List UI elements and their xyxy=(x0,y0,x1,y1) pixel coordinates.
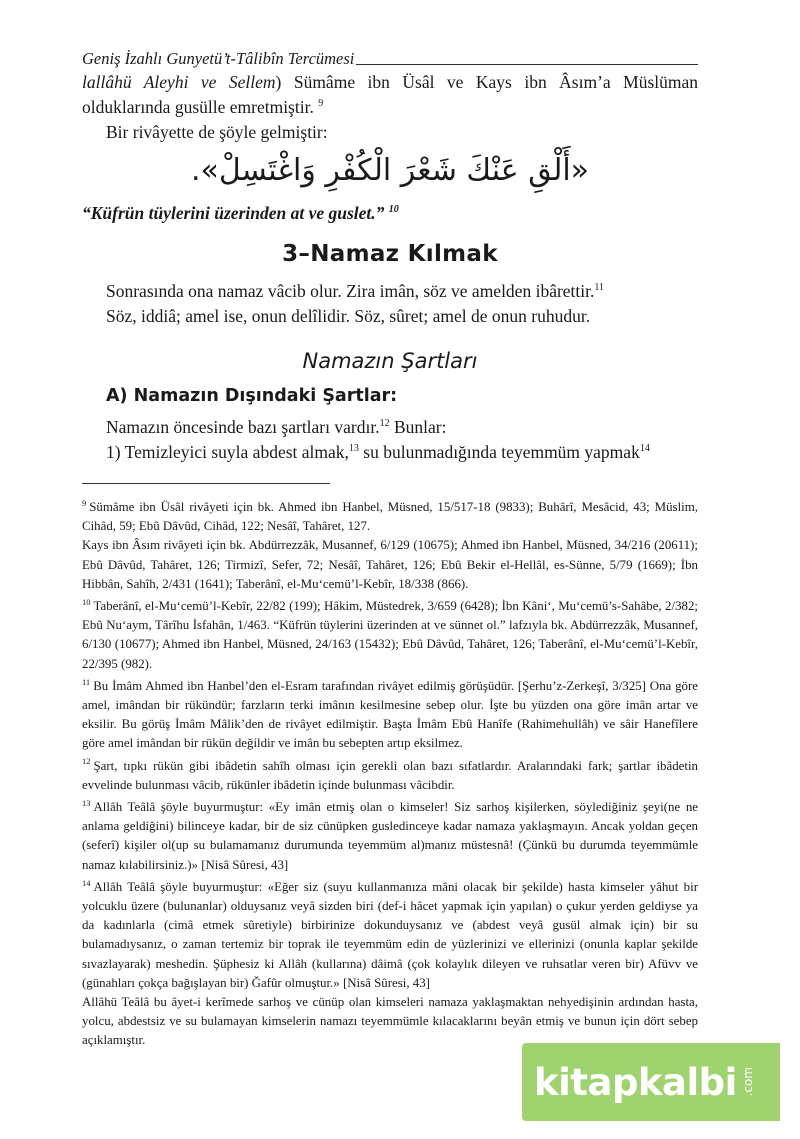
page xyxy=(82,48,698,1054)
footnote-ref-10[interactable]: 10 xyxy=(388,204,399,216)
section-heading: 3–Namaz Kılmak xyxy=(282,241,498,267)
footnote-number: 12 xyxy=(82,756,91,767)
header-rule xyxy=(356,64,698,65)
footnote-9 xyxy=(82,498,698,594)
footnote-10 xyxy=(82,597,698,674)
footnote-number: 10 xyxy=(82,596,91,607)
footnote-number: 13 xyxy=(82,797,91,808)
paragraph-3 xyxy=(82,279,698,329)
footnote-ref-13[interactable]: 13 xyxy=(348,443,359,455)
paragraph-3-a: Sonrasında ona namaz vâcib olur. Zira imân, söz ve amelden ibârettir. xyxy=(106,281,595,301)
footnotes xyxy=(82,498,698,1051)
footnote-ref-14[interactable]: 14 xyxy=(639,443,650,455)
watermark-suffix: .com xyxy=(740,1067,755,1097)
footnote-ref-9[interactable]: 9 xyxy=(318,98,324,110)
paragraph-5-b: su bulunmadığında teyemmüm yapmak xyxy=(358,442,640,462)
paragraph-4 xyxy=(82,415,698,465)
arabic-hadith: «أَلْقِ عَنْكَ شَعْرَ الْكُفْرِ وَاغْتَسِلْ». xyxy=(190,153,590,188)
footnote-text: Taberânî, el-Mu‘cemü’l-Kebîr, 22/82 (199); Hâkim, Müstedrek, 3/659 (6428); İbn Kâni‘, Mu‘cemü’s-Sahâbe, 2/382; Ebû Nu‘aym, Târîhu İsfahân, 1/463. “Küfrün tüylerini üzerinden at ve sünnet ol.” lafzıyla bk. Abdürrezzâk, Musannef, 6/130 (10677); Ahmed ibn Hanbel, Müsned, 24/163 (15432); Ebû Dâvûd, Tahâret, 126; Taberânî, el-Mu‘cemü’l-Kebîr, 22/395 (982). xyxy=(82,599,698,671)
hadith-translation-text: “Küfrün tüylerini üzerinden at ve guslet.” xyxy=(82,203,385,223)
watermark-text: kitapkalbi xyxy=(534,1060,737,1104)
sub-subsection-heading: A) Namazın Dışındaki Şartlar: xyxy=(106,386,398,406)
paragraph-3-b: Söz, iddiâ; amel ise, onun delîlidir. Söz, sûret; amel de onun ruhudur. xyxy=(106,306,591,326)
footnote-text: Sümâme ibn Üsâl rivâyeti için bk. Ahmed ibn Hanbel, Müsned, 15/517-18 (9833); Buhârî, Mesâcid, 43; Müslim, Cihâd, 59; Ebû Dâvûd, Cihâd, 122; Nesâî, Tahâret, 127. xyxy=(82,500,698,534)
subsection-heading: Namazın Şartları xyxy=(302,349,478,373)
footnote-ref-12[interactable]: 12 xyxy=(379,418,390,430)
header-title: Geniş İzahlı Gunyetü’t-Tâlibîn Tercümesi xyxy=(82,49,355,68)
footnote-14 xyxy=(82,878,698,1051)
paragraph-2: Bir rivâyette de şöyle gelmiştir: xyxy=(106,122,328,142)
footnote-13 xyxy=(82,798,698,875)
footnote-text: Bu İmâm Ahmed ibn Hanbel’den el-Esram tarafından rivâyet edilmiş görüşüdür. [Şerhu’z-Zerkeşî, 3/325] Ona göre amel, imândan bir rükündür; farzların terki imânın kesilmesine sebep olur. İşte bu yüzden ona göre imân artar ve eksilir. Bu görüş İmâm Mâlik’den de rivâyet edilmiştir. Başta İmâm Ebû Hanîfe (Rahimehullâh) ve sâir Hanefîlere göre amel imândan bir rükün değildir ve imân bu sebepten artıp eksilmez. xyxy=(82,678,698,751)
footnote-text: Allâh Teâlâ şöyle buyurmuştur: «Eğer siz (suyu kullanmanıza mâni olacak bir şekilde) hasta kimseler yâhut bir yolcuklu üzere (bulunanlar) olduysanız veyâ sizden biri (def-i hâcet yapmak için yapılan) o çukur yerden geldiyse ya da kadınlarla (cimâ etmek sûretiyle) birbirinize dokunduysanız ve (abdest veyâ gusül almak için) bir su bulamadıysanız, o zaman tertemiz bir toprak ile teyemmüm edin de yüzlerinizi ve ellerinizi (onunla kaplar şekilde sıvazlayarak) meshedin. Şüphesiz ki Allâh (kullarına) dâimâ (çok kolaylık dileyen ve ruhsatlar veren bir) Afüvv ve (günahları çokça bağışlayan bir) Ğafûr olmuştur.» [Nisâ Sûresi, 43] xyxy=(82,879,698,990)
footnote-text: Allâh Teâlâ şöyle buyurmuştur: «Ey imân etmiş olan o kimseler! Siz sarhoş kişilerken, söylediğiniz şeyi(ne ne anlama geldiğini) bilinceye kadar, bir de siz cünüpken gusledinceye kadar namaza yaklaşmayın. Ancak yoldan geçen (seferî) kişiler ol(up su bulamamanız durumunda teyemmüm al)manız müstesnâ! (Çünkü bu durumda teyemmümle namaz kılabilirsiniz.)» [Nisâ Sûresi, 43] xyxy=(82,800,698,872)
footnote-text: Kays ibn Âsım rivâyeti için bk. Abdürrezzâk, Musannef, 6/129 (10675); Ahmed ibn Hanbel, Müsned, 34/216 (20611); Ebû Dâvûd, Tahâret, 126; Tirmizî, Sefer, 72; Nesâî, Tahâret, 126; Ebû Bekir el-Hellâl, es-Sünne, 5/79 (1669); İbn Hibbân, Sahîh, 2/431 (1641); Taberânî, el-Mu‘cemü’l-Kebîr, 18/338 (866). xyxy=(82,538,698,591)
hadith-translation xyxy=(82,201,698,225)
running-header xyxy=(82,48,698,70)
footnote-ref-11[interactable]: 11 xyxy=(594,282,605,294)
watermark-logo xyxy=(522,1043,780,1121)
paragraph-1 xyxy=(82,70,698,120)
footnote-number: 11 xyxy=(82,676,91,687)
paragraph-5-a: 1) Temizleyici suyla abdest almak, xyxy=(106,442,349,462)
footnote-11 xyxy=(82,677,698,754)
footnote-text: Şart, tıpkı rükün gibi ibâdetin sahîh olması için gerekli olan bazı sıfatlardır. Aralarındaki fark; şartlar ibâdetin evvelinde bulunması vâcib, rükünler ibâdetin içinde bulunması vâcibdir. xyxy=(82,758,698,792)
paragraph-4-a: Namazın öncesinde bazı şartları vardır. xyxy=(106,417,380,437)
paragraph-1-text: ) Sümâme ibn Üsâl ve Kays ibn Âsım’a Müslüman olduklarında gusülle emretmiştir. xyxy=(82,72,698,117)
footnote-number: 9 xyxy=(82,497,87,508)
footnote-separator xyxy=(82,483,330,484)
paragraph-1-italic: lallâhü Aleyhi ve Sellem xyxy=(82,72,276,92)
paragraph-4-b: Bunlar: xyxy=(389,417,447,437)
footnote-text: Allâhü Teâlâ bu âyet-i kerîmede sarhoş ve cünüp olan kimseleri namaza yaklaşmaktan nehyedişinin ardından hasta, yolcu, abdestsiz ve su bulamayan kimselerin namazı teyemmümle kılacaklarını beyân etmiş ve bunun için dört sebep açıklamıştır. xyxy=(82,995,698,1048)
footnote-number: 14 xyxy=(82,877,91,888)
footnote-12 xyxy=(82,757,698,795)
